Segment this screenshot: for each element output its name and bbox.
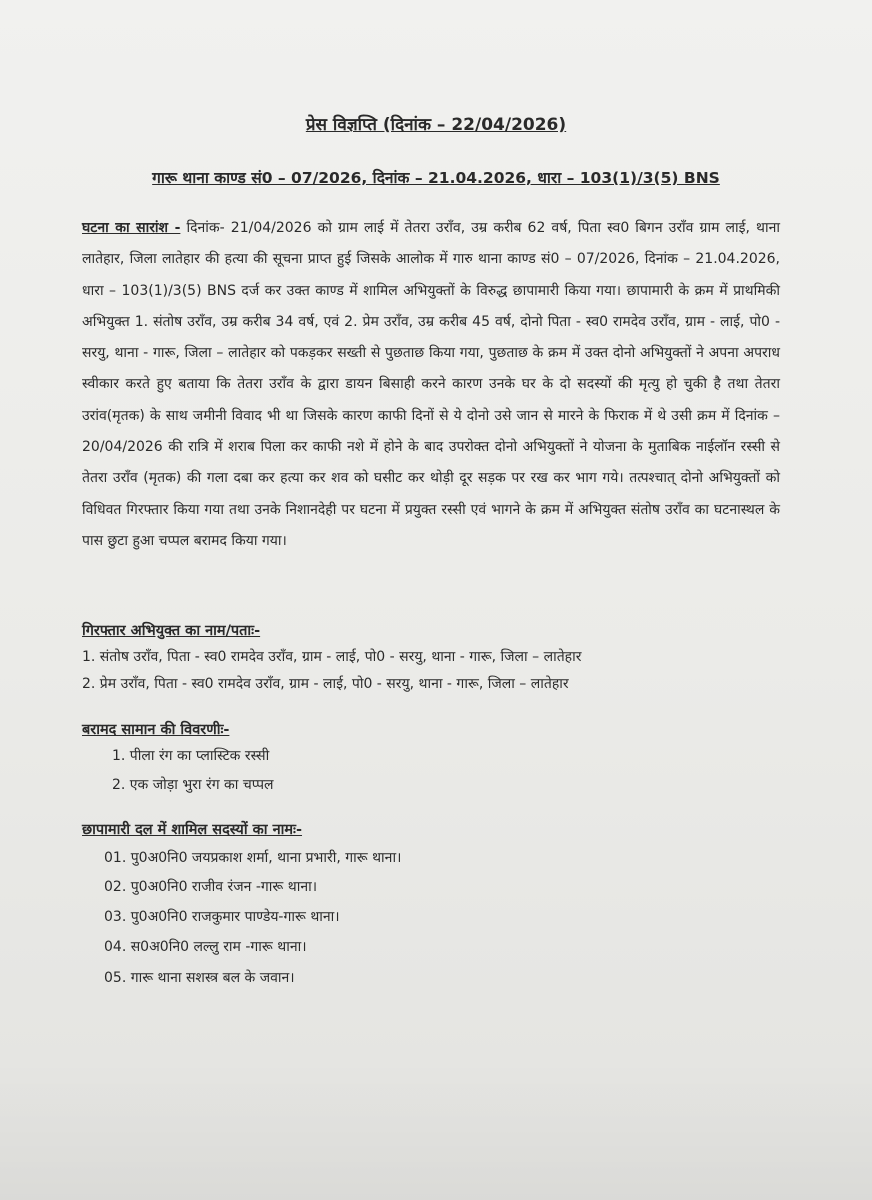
paper-shadow xyxy=(0,1060,872,1200)
summary-text: दिनांक- 21/04/2026 को ग्राम लाई में तेतरा उराँव, उम्र करीब 62 वर्ष, पिता स्व0 बिगन उराँव ग्राम लाई, थाना लातेहार, जिला लातेहार की हत्या की सूचना प्राप्त हुई जिसके आलोक में गारु थाना काण्ड सं0 – 07/2026, दिनांक – 21.04.2026, धारा – 103(1)/3(5) BNS दर्ज कर उक्त काण्ड में शामिल अभियुक्तों के विरुद्ध छापामारी किया गया। छापामारी के क्रम में प्राथमिकी अभियुक्त 1. संतोष उराँव, उम्र करीब 34 वर्ष, एवं 2. प्रेम उराँव, उम्र करीब 45 वर्ष, दोनो पिता - स्व0 रामदेव उराँव, ग्राम - लाई, पो0 - सरयु, थाना - गारू, जिला – लातेहार को पकड़कर सख्ती से पुछताछ किया गया, पुछताछ के क्रम में उक्त दोनो अभियुक्तों ने अपना अपराध स्वीकार करते हुए बताया कि तेतरा उराँव के द्वारा डायन बिसाही करने कारण उनके घर के दो सदस्यों की मृत्यु हो चुकी है तथा तेतरा उरांव(मृतक) के साथ जमीनी विवाद भी था जिसके कारण काफी दिनों से ये दोनो उसे जान से मारने के फिराक में थे उसी क्रम में दिनांक – 20/04/2026 की रात्रि में शराब पिला कर काफी नशे में होने के बाद उपरोक्त दोनो अभियुक्तों ने योजना के मुताबिक नाईलॉन रस्सी से तेतरा उराँव (मृतक) की गला दबा कर हत्या कर शव को घसीट कर थोड़ी दूर सड़क पर रख कर भाग गये। तत्पश्चात् दोनो अभियुक्तों को विधिवत गिरफ्तार किया गया तथा उनके निशानदेही पर घटना में प्रयुक्त रस्सी एवं भागने के क्रम में अभियुक्त संतोष उराँव का घटनास्थल के पास छुटा हुआ चप्पल बरामद किया गया। xyxy=(82,220,781,549)
raid-team-member: 02. पु0अ0नि0 राजीव रंजन -गारू थाना। xyxy=(104,879,318,895)
arrested-heading: गिरफ्तार अभियुक्त का नाम/पताः- xyxy=(82,623,261,639)
arrested-item: 1. संतोष उराँव, पिता - स्व0 रामदेव उराँव, ग्राम - लाई, पो0 - सरयु, थाना - गारू, जिला – लातेहार xyxy=(82,649,582,665)
summary-label: घटना का सारांश - xyxy=(82,220,181,236)
recovered-item: 2. एक जोड़ा भुरा रंग का चप्पल xyxy=(112,777,274,793)
raid-team-heading: छापामारी दल में शामिल सदस्यों का नामः- xyxy=(82,822,303,838)
recovered-heading: बरामद सामान की विवरणीः- xyxy=(82,722,230,738)
raid-team-member: 03. पु0अ0नि0 राजकुमार पाण्डेय-गारू थाना। xyxy=(104,909,340,925)
incident-summary xyxy=(82,213,780,557)
raid-team-member: 01. पु0अ0नि0 जयप्रकाश शर्मा, थाना प्रभारी, गारू थाना। xyxy=(104,850,402,866)
page-title: प्रेस विज्ञप्ति (दिनांक – 22/04/2026) xyxy=(305,115,567,135)
arrested-item: 2. प्रेम उराँव, पिता - स्व0 रामदेव उराँव, ग्राम - लाई, पो0 - सरयु, थाना - गारू, जिला – लातेहार xyxy=(82,676,569,692)
case-subtitle: गारू थाना काण्ड सं0 – 07/2026, दिनांक – 21.04.2026, धारा – 103(1)/3(5) BNS xyxy=(152,169,720,187)
raid-team-member: 04. स0अ0नि0 लल्लु राम -गारू थाना। xyxy=(104,939,307,955)
recovered-item: 1. पीला रंग का प्लास्टिक रस्सी xyxy=(112,748,270,764)
raid-team-member: 05. गारू थाना सशस्त्र बल के जवान। xyxy=(104,970,295,986)
